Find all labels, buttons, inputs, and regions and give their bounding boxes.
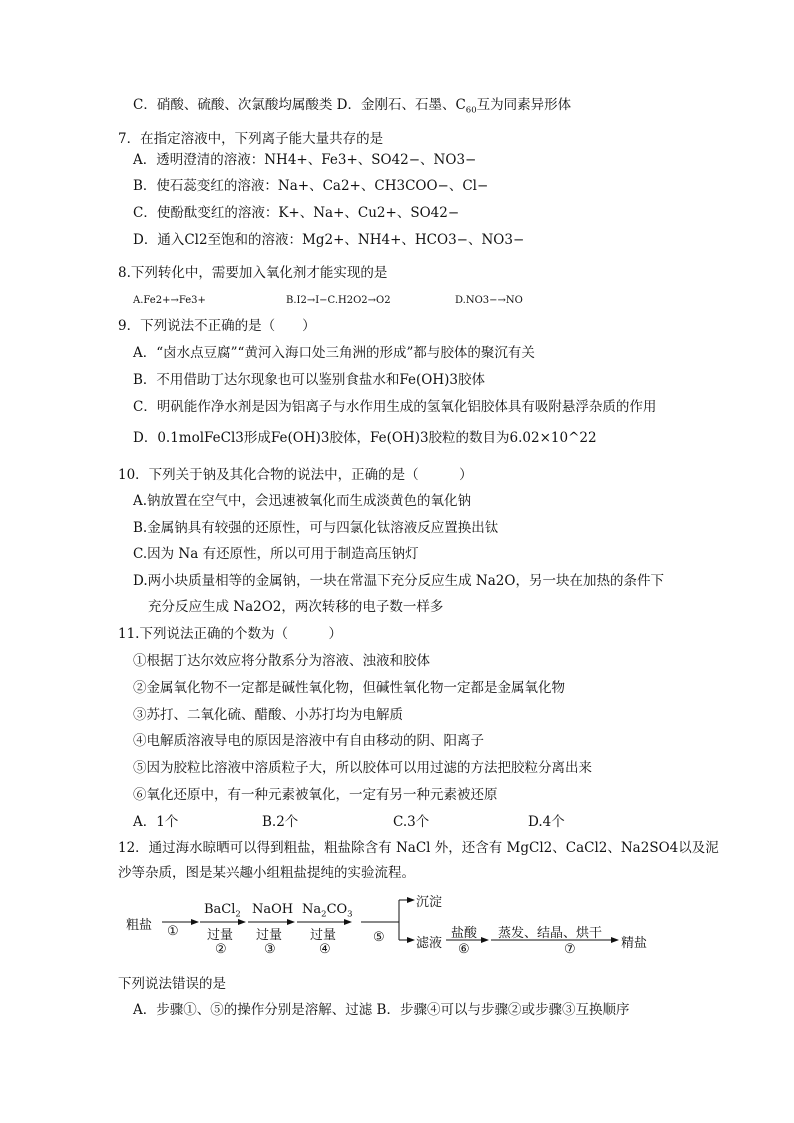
q7-option-c: C．使酚酞变红的溶液：K+、Na+、Cu2+、SO42− xyxy=(133,205,460,221)
q7-stem: 7．在指定溶液中，下列离子能大量共存的是 xyxy=(118,131,384,147)
q12-option-ab: A．步骤①、⑤的操作分别是溶解、过滤 B．步骤④可以与步骤②或步骤③互换顺序 xyxy=(133,1002,630,1018)
q8-option-a: A.Fe2+→Fe3+ xyxy=(133,295,206,306)
excess-label-1: 过量 xyxy=(207,928,234,943)
excess-label-2: 过量 xyxy=(256,928,283,943)
q6-option-cd-tail: 互为同素异形体 xyxy=(476,97,572,113)
q9-option-a: A．“卤水点豆腐”“黄河入海口处三角洲的形成”都与胶体的聚沉有关 xyxy=(133,345,535,361)
q6-option-cd xyxy=(133,96,571,114)
step3-number: ③ xyxy=(264,942,276,957)
q7-option-a: A．透明澄清的溶液：NH4+、Fe3+、SO42−、NO3− xyxy=(133,152,477,168)
q6-option-cd-text: C．硝酸、硫酸、次氯酸均属酸类 D．金刚石、石墨、C xyxy=(133,97,466,113)
q7-option-d: D．通入Cl2至饱和的溶液：Mg2+、NH4+、HCO3−、NO3− xyxy=(133,232,525,248)
q11-option-a: A．1个 xyxy=(133,814,179,830)
acid-label: 盐酸 xyxy=(451,926,478,941)
step7-number: ⑦ xyxy=(564,942,576,957)
reagent-bacl2: BaCl$_2$ xyxy=(204,902,241,920)
q11-statement-3: ③苏打、二氧化硫、醋酸、小苏打均为电解质 xyxy=(133,707,403,723)
q12-ask: 下列说法错误的是 xyxy=(118,976,226,992)
q10-stem: 10．下列关于钠及其化合物的说法中，正确的是（ ） xyxy=(118,467,473,483)
q11-statement-1: ①根据丁达尔效应将分散系分为溶液、浊液和胶体 xyxy=(133,653,430,669)
q10-option-c: C.因为 Na 有还原性，所以可用于制造高压钠灯 xyxy=(133,546,419,562)
q11-option-b: B.2个 xyxy=(262,814,299,830)
step4-number: ④ xyxy=(319,942,331,957)
q8-stem: 8.下列转化中，需要加入氧化剂才能实现的是 xyxy=(118,265,388,281)
q9-option-d: D．0.1molFeCl3形成Fe(OH)3胶体，Fe(OH)3胶粒的数目为6.02×10^22 xyxy=(133,430,597,446)
refined-salt-label: 精盐 xyxy=(621,936,648,951)
evaporation-label: 蒸发、结晶、烘干 xyxy=(498,926,603,941)
q9-stem: 9．下列说法不正确的是（ ） xyxy=(118,318,316,334)
q12-stem-line1: 12．通过海水晾晒可以得到粗盐，粗盐除含有 NaCl 外，还含有 MgCl2、CaCl2、Na2SO4以及泥 xyxy=(118,840,719,856)
step6-number: ⑥ xyxy=(458,942,470,957)
q11-option-d: D.4个 xyxy=(528,814,565,830)
reagent-naoh: NaOH xyxy=(252,902,294,917)
q9-option-c: C．明矾能作净水剂是因为铝离子与水作用生成的氢氧化铝胶体具有吸附悬浮杂质的作用 xyxy=(133,399,657,415)
q7-option-b: B．使石蕊变红的溶液：Na+、Ca2+、CH3COO−、Cl− xyxy=(133,178,489,194)
step1-number: ① xyxy=(167,924,179,939)
c60-subscript: 60 xyxy=(465,105,477,116)
crude-salt-label: 粗盐 xyxy=(126,918,153,933)
q11-option-c: C.3个 xyxy=(393,814,430,830)
q11-statement-6: ⑥氧化还原中，有一种元素被氧化，一定有另一种元素被还原 xyxy=(133,787,498,803)
q10-option-b: B.金属钠具有较强的还原性，可与四氯化钛溶液反应置换出钛 xyxy=(133,520,499,536)
excess-label-3: 过量 xyxy=(310,928,337,943)
q12-stem-line2: 沙等杂质，图是某兴趣小组粗盐提纯的实验流程。 xyxy=(118,865,415,881)
q10-option-d-line1: D.两小块质量相等的金属钠，一块在常温下充分反应生成 Na2O，另一块在加热的条件下 xyxy=(133,573,664,589)
q11-statement-2: ②金属氧化物不一定都是碱性氧化物，但碱性氧化物一定都是金属氧化物 xyxy=(133,680,565,696)
purification-flowchart xyxy=(118,884,678,962)
q11-stem: 11.下列说法正确的个数为（ ） xyxy=(118,626,342,642)
q8-option-bc: B.I2→I−C.H2O2→O2 xyxy=(286,295,391,306)
step5-number: ⑤ xyxy=(373,930,385,945)
q10-option-d-line2: 充分反应生成 Na2O2，两次转移的电子数一样多 xyxy=(148,599,444,615)
filtrate-label: 滤液 xyxy=(416,936,443,951)
q8-option-d: D.NO3−→NO xyxy=(455,295,523,306)
q11-statement-5: ⑤因为胶粒比溶液中溶质粒子大，所以胶体可以用过滤的方法把胶粒分离出来 xyxy=(133,760,592,776)
q9-option-b: B．不用借助丁达尔现象也可以鉴别食盐水和Fe(OH)3胶体 xyxy=(133,372,486,388)
reagent-na2co3: $Na_2CO_3$ xyxy=(302,902,353,920)
q11-statement-4: ④电解质溶液导电的原因是溶液中有自由移动的阴、阳离子 xyxy=(133,733,484,749)
q10-option-a: A.钠放置在空气中，会迅速被氧化而生成淡黄色的氧化钠 xyxy=(133,493,472,509)
step2-number: ② xyxy=(215,942,227,957)
precipitate-label: 沉淀 xyxy=(416,895,443,910)
